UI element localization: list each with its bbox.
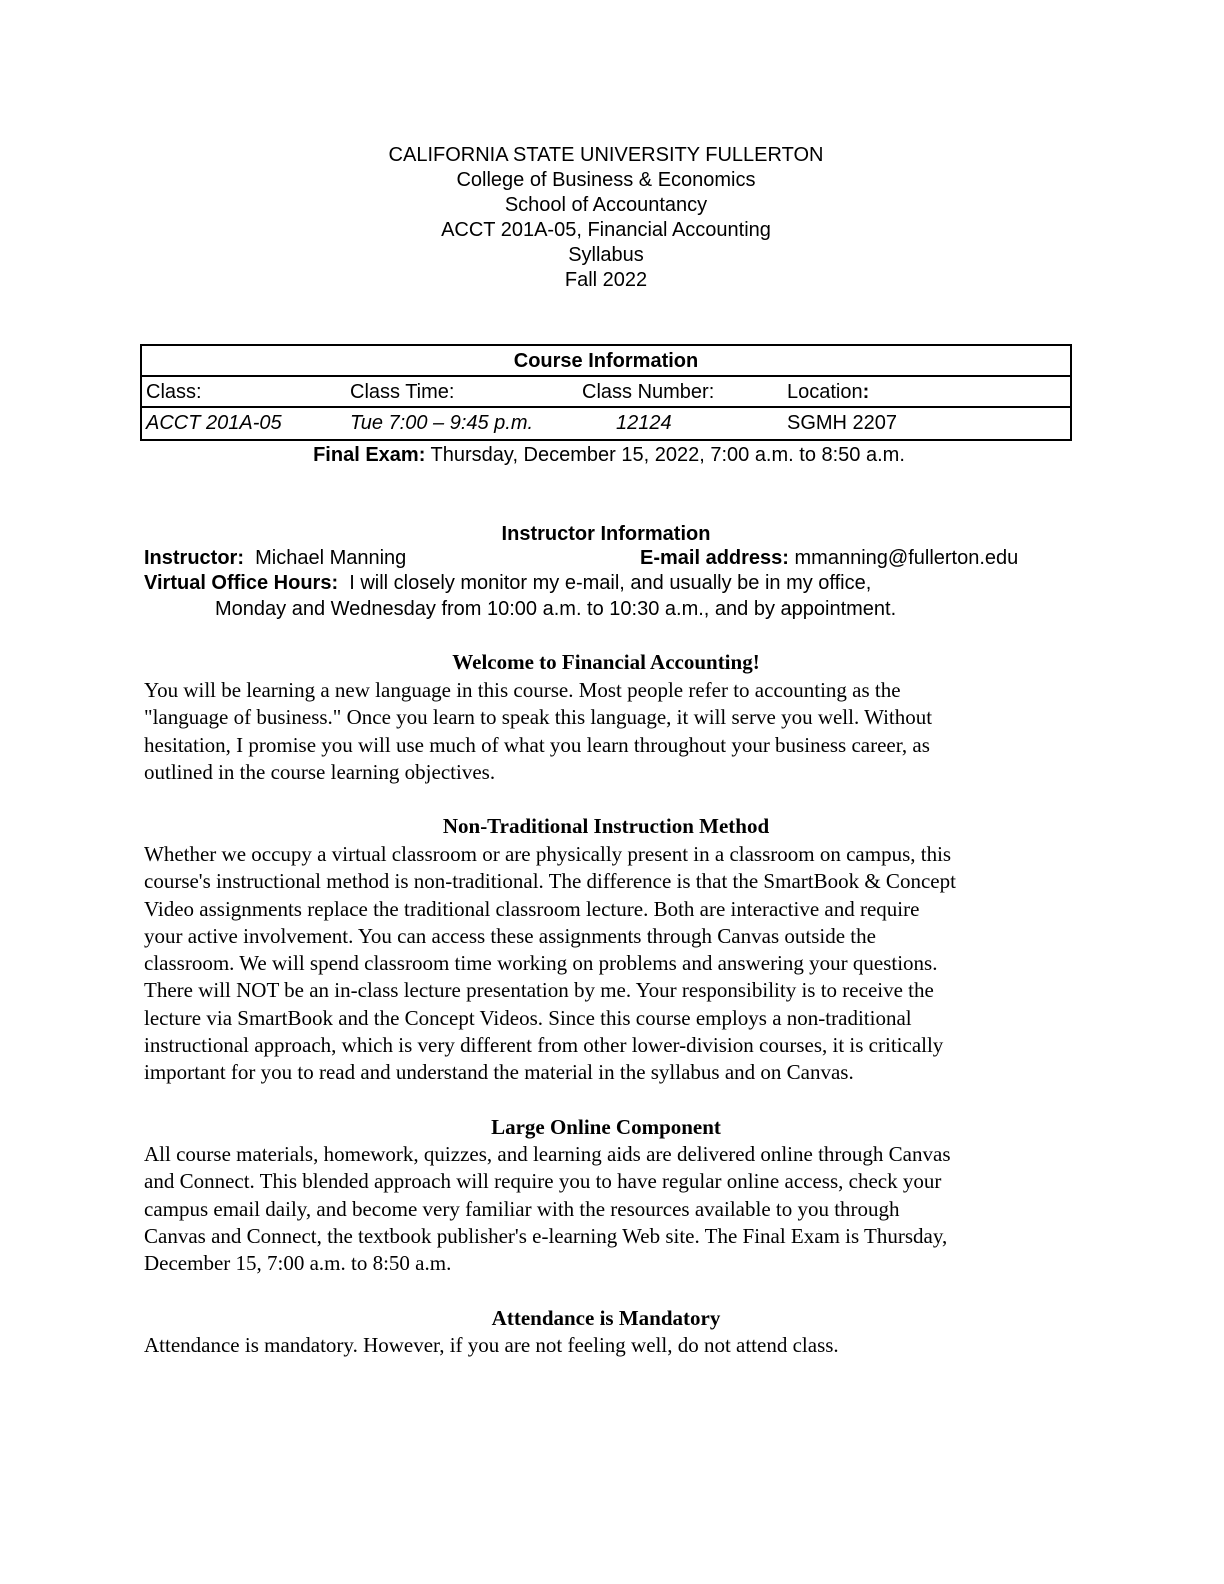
paragraph-line: instructional approach, which is very different from other lower-division courses, it is critically — [144, 1033, 944, 1058]
header-class-time: Class Time: — [350, 381, 455, 403]
instructor-information-title: Instructor Information — [501, 523, 711, 545]
course-table-header-row — [142, 377, 1070, 408]
instructor-line — [144, 546, 406, 571]
paragraph-line: and Connect. This blended approach will require you to have regular online access, check your — [144, 1169, 942, 1194]
cell-location: SGMH 2207 — [787, 412, 898, 434]
paragraph-line: classroom. We will spend classroom time working on problems and answering your questions. — [144, 951, 938, 976]
school-name: School of Accountancy — [504, 194, 708, 216]
header-class: Class: — [146, 381, 202, 403]
section-body-attendance — [144, 1332, 1074, 1359]
final-exam-value: Thursday, December 15, 2022, 7:00 a.m. to 8:50 a.m. — [425, 444, 905, 466]
course-information-table — [140, 344, 1072, 441]
email-link[interactable]: mmanning@fullerton.edu — [788, 547, 1019, 569]
office-hours-label: Virtual Office Hours: — [144, 572, 339, 594]
document-type: Syllabus — [568, 244, 644, 266]
section-title-instruction-method: Non-Traditional Instruction Method — [442, 814, 770, 838]
paragraph-line: your active involvement. You can access these assignments through Canvas outside the — [144, 923, 876, 948]
office-hours-line-2: Monday and Wednesday from 10:00 a.m. to 10:30 a.m., and by appointment. — [215, 598, 897, 620]
email-line — [640, 546, 1018, 571]
paragraph-line: December 15, 7:00 a.m. to 8:50 a.m. — [144, 1251, 452, 1276]
final-exam-line — [0, 442, 1218, 468]
paragraph-line: outlined in the course learning objectives. — [144, 759, 496, 784]
section-title-welcome: Welcome to Financial Accounting! — [452, 650, 760, 674]
course-table-data-row — [142, 408, 1070, 439]
course-title: ACCT 201A-05, Financial Accounting — [441, 219, 771, 241]
term: Fall 2022 — [564, 269, 648, 291]
paragraph-line: You will be learning a new language in this course. Most people refer to accounting as the — [144, 678, 901, 702]
section-body-online-component — [144, 1141, 1074, 1277]
paragraph-line: Video assignments replace the traditional classroom lecture. Both are interactive and require — [144, 896, 920, 921]
document-header — [0, 143, 1212, 293]
section-body-instruction-method — [144, 841, 1074, 1087]
header-location-text: Location — [787, 381, 863, 403]
paragraph-line: "language of business." Once you learn to speak this language, it will serve you well. Without — [144, 705, 933, 730]
office-hours-text: I will closely monitor my e-mail, and usually be in my office, — [338, 572, 872, 594]
paragraph-line: All course materials, homework, quizzes, and learning aids are delivered online through Canvas — [144, 1142, 951, 1166]
cell-class: ACCT 201A-05 — [146, 412, 282, 434]
instructor-label: Instructor: — [144, 547, 244, 569]
section-title-online-component: Large Online Component — [491, 1115, 721, 1139]
cell-class-number: 12124 — [616, 412, 672, 434]
instructor-name: Michael Manning — [244, 547, 407, 569]
paragraph-line: lecture via SmartBook and the Concept Videos. Since this course employs a non-traditional — [144, 1005, 912, 1030]
paragraph-line: Attendance is mandatory. However, if you are not feeling well, do not attend class. — [144, 1333, 839, 1357]
paragraph-line: course's instructional method is non-traditional. The difference is that the SmartBook & Concept — [144, 869, 956, 894]
email-label: E-mail address: — [640, 547, 789, 569]
header-class-number: Class Number: — [582, 381, 715, 403]
college-name: College of Business & Economics — [456, 169, 756, 191]
university-name: CALIFORNIA STATE UNIVERSITY FULLERTON — [388, 144, 824, 166]
paragraph-line: Canvas and Connect, the textbook publisher's e-learning Web site. The Final Exam is Thursday, — [144, 1223, 948, 1248]
paragraph-line: Whether we occupy a virtual classroom or are physically present in a classroom on campus, this — [144, 842, 952, 866]
final-exam-label: Final Exam: — [313, 444, 426, 466]
paragraph-line: campus email daily, and become very familiar with the resources available to you through — [144, 1196, 900, 1221]
office-hours-line — [144, 571, 871, 596]
section-title-attendance: Attendance is Mandatory — [491, 1306, 721, 1330]
header-location — [787, 377, 869, 408]
paragraph-line: important for you to read and understand the material in the syllabus and on Canvas. — [144, 1060, 854, 1085]
paragraph-line: hesitation, I promise you will use much of what you learn throughout your business career, as — [144, 732, 930, 757]
cell-class-time: Tue 7:00 – 9:45 p.m. — [350, 412, 534, 434]
header-location-colon: : — [862, 381, 870, 403]
section-body-welcome — [144, 677, 1074, 786]
paragraph-line: There will NOT be an in-class lecture presentation by me. Your responsibility is to receive the — [144, 978, 934, 1003]
course-information-title: Course Information — [142, 346, 1070, 377]
